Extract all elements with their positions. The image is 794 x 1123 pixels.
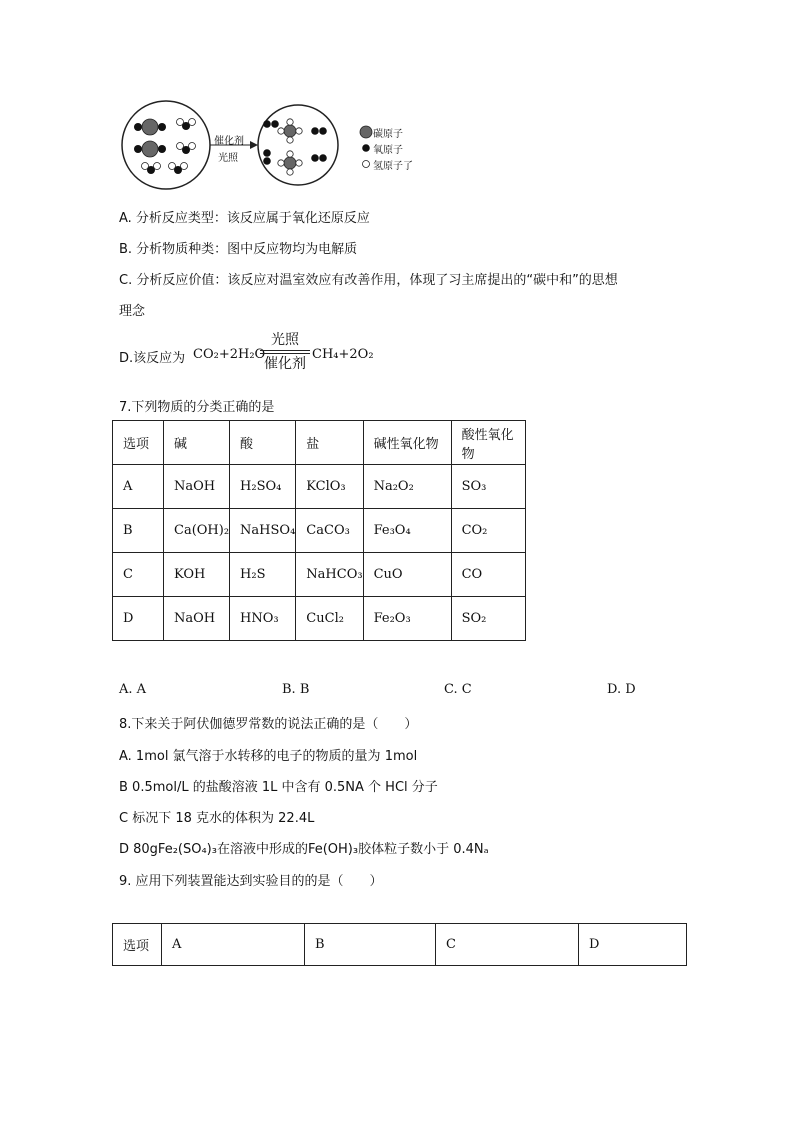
table-cell: CuCl₂ bbox=[296, 597, 363, 641]
table-header-row bbox=[113, 924, 687, 966]
table-cell: HNO₃ bbox=[230, 597, 296, 641]
q6-option-d-prefix: D.该反应为 bbox=[119, 351, 186, 366]
q9-apparatus-table bbox=[112, 923, 687, 966]
table-row bbox=[113, 553, 526, 597]
header-cell: B bbox=[305, 924, 436, 966]
header-cell: 盐 bbox=[296, 421, 363, 465]
q6-option-a: A. 分析反应类型：该反应属于氧化还原反应 bbox=[119, 211, 370, 226]
reactant-circle bbox=[122, 101, 210, 189]
table-cell: H₂SO₄ bbox=[230, 465, 296, 509]
table-cell: KOH bbox=[164, 553, 230, 597]
header-cell: C bbox=[436, 924, 579, 966]
q7-choice-c: C. C bbox=[444, 682, 472, 697]
condition-light: 光照 bbox=[271, 332, 299, 348]
table-cell: CuO bbox=[363, 553, 451, 597]
q6-option-d-reactants: CO₂+2H₂O bbox=[193, 347, 266, 362]
q6-option-b: B. 分析物质种类：图中反应物均为电解质 bbox=[119, 242, 358, 257]
condition-catalyst: 催化剂 bbox=[264, 356, 306, 372]
legend-hydrogen-label: 氢原子了 bbox=[373, 161, 413, 172]
q8-stem: 8.下来关于阿伏伽德罗常数的说法正确的是（ ） bbox=[119, 717, 418, 732]
table-header-row bbox=[113, 421, 526, 465]
q9-stem: 9. 应用下列装置能达到实验目的的是（ ） bbox=[119, 874, 383, 889]
header-cell: 酸 bbox=[230, 421, 296, 465]
table-cell: B bbox=[113, 509, 164, 553]
table-cell: NaOH bbox=[164, 597, 230, 641]
table-cell: Ca(OH)₂ bbox=[164, 509, 230, 553]
q8-option-b: B 0.5mol/L 的盐酸溶液 1L 中含有 0.5NA 个 HCl 分子 bbox=[119, 780, 438, 795]
legend-oxygen-marker bbox=[362, 144, 370, 152]
table-cell: CO bbox=[451, 553, 525, 597]
table-cell: Fe₃O₄ bbox=[363, 509, 451, 553]
q7-classification-table bbox=[112, 420, 526, 641]
table-cell: NaOH bbox=[164, 465, 230, 509]
legend-carbon-marker bbox=[360, 126, 372, 138]
table-cell: A bbox=[113, 465, 164, 509]
condition-equals-bar bbox=[260, 350, 310, 354]
header-cell: 碱 bbox=[164, 421, 230, 465]
q7-choice-d: D. D bbox=[607, 682, 636, 697]
legend-hydrogen-marker bbox=[363, 161, 370, 168]
table-cell: CaCO₃ bbox=[296, 509, 363, 553]
header-cell: D bbox=[579, 924, 687, 966]
table-cell: SO₃ bbox=[451, 465, 525, 509]
table-cell: C bbox=[113, 553, 164, 597]
table-cell: SO₂ bbox=[451, 597, 525, 641]
q6-option-c: C. 分析反应价值：该反应对温室效应有改善作用，体现了习主席提出的“碳中和”的思想 bbox=[119, 273, 618, 288]
reaction-condition bbox=[260, 331, 310, 373]
header-cell: 选项 bbox=[113, 924, 162, 966]
table-row bbox=[113, 509, 526, 553]
table-cell: KClO₃ bbox=[296, 465, 363, 509]
legend-oxygen-label: 氧原子 bbox=[373, 145, 403, 156]
header-cell: A bbox=[162, 924, 305, 966]
table-cell: CO₂ bbox=[451, 509, 525, 553]
q7-choice-b: B. B bbox=[282, 682, 310, 697]
table-cell: Fe₂O₃ bbox=[363, 597, 451, 641]
table-cell: Na₂O₂ bbox=[363, 465, 451, 509]
product-circle bbox=[258, 105, 338, 185]
header-cell: 选项 bbox=[113, 421, 164, 465]
table-cell: D bbox=[113, 597, 164, 641]
q8-option-c: C 标况下 18 克水的体积为 22.4L bbox=[119, 811, 315, 826]
table-cell: H₂S bbox=[230, 553, 296, 597]
q6-option-c-cont: 理念 bbox=[119, 304, 146, 319]
q8-option-a: A. 1mol 氯气溶于水转移的电子的物质的量为 1mol bbox=[119, 749, 418, 764]
table-row bbox=[113, 465, 526, 509]
header-cell: 碱性氧化物 bbox=[363, 421, 451, 465]
arrow-label-catalyst: 催化剂 bbox=[214, 136, 244, 147]
q7-stem: 7.下列物质的分类正确的是 bbox=[119, 400, 275, 415]
q8-option-d: D 80gFe₂(SO₄)₃在溶液中形成的Fe(OH)₃胶体粒子数小于 0.4Nₐ bbox=[119, 842, 489, 857]
header-cell: 酸性氧化物 bbox=[451, 421, 525, 465]
table-row bbox=[113, 597, 526, 641]
legend-carbon-label: 碳原子 bbox=[373, 129, 403, 140]
table-cell: NaHCO₃ bbox=[296, 553, 363, 597]
q7-choice-a: A. A bbox=[119, 682, 147, 697]
table-cell: NaHSO₄ bbox=[230, 509, 296, 553]
q6-option-d-products: CH₄+2O₂ bbox=[312, 347, 374, 362]
arrow-label-light: 光照 bbox=[218, 153, 238, 164]
